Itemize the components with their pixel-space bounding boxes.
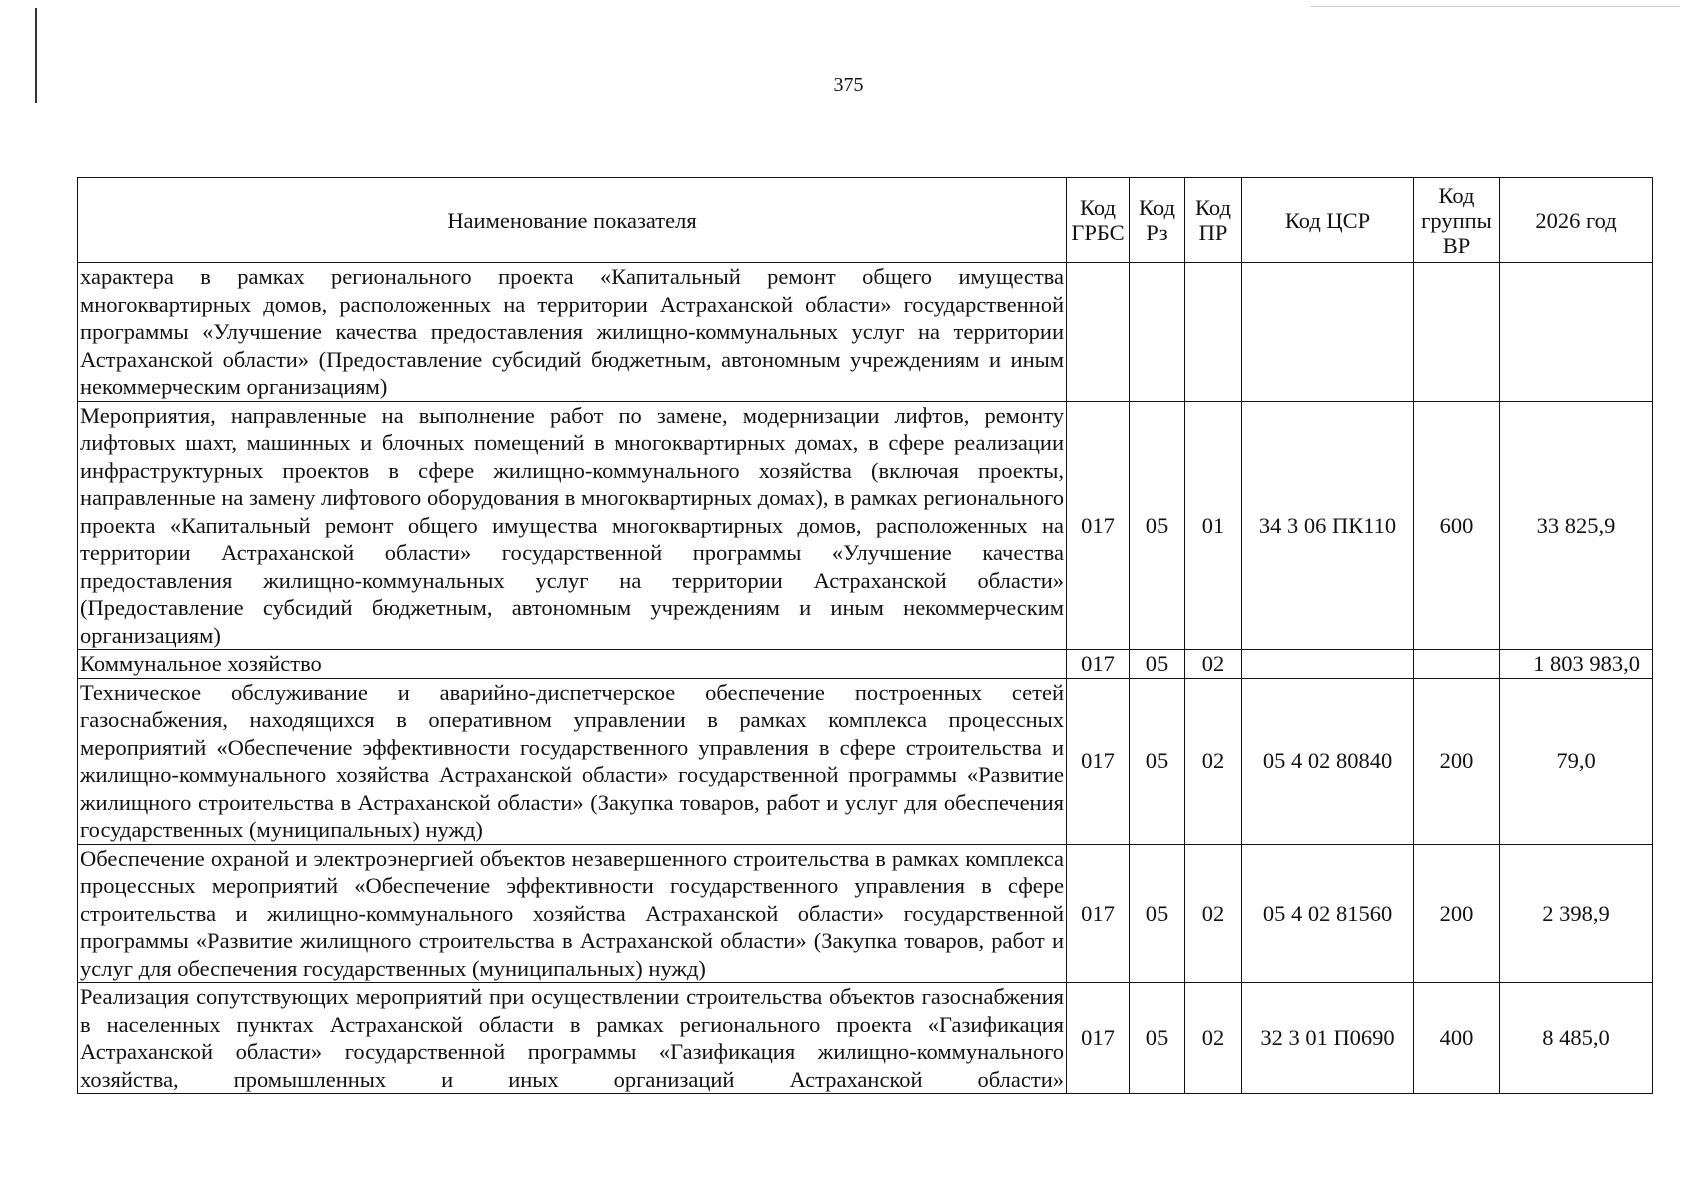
row-csr: 05 4 02 80840	[1242, 678, 1414, 844]
row-vr: 200	[1414, 844, 1500, 983]
header-csr: Код ЦСР	[1242, 178, 1414, 263]
row-amount: 1 803 983,0	[1500, 650, 1653, 679]
row-csr: 34 3 06 ПК110	[1242, 401, 1414, 650]
table-row	[78, 401, 1653, 650]
table-row	[78, 678, 1653, 844]
header-vr: Код группы ВР	[1414, 178, 1500, 263]
header-name: Наименование показателя	[78, 178, 1067, 263]
row-csr: 05 4 02 81560	[1242, 844, 1414, 983]
header-rz: Код Рз	[1130, 178, 1185, 263]
row-pr: 02	[1185, 983, 1242, 1094]
page-number: 375	[833, 74, 864, 96]
row-rz: 05	[1130, 650, 1185, 679]
row-pr	[1185, 263, 1242, 402]
row-rz: 05	[1130, 678, 1185, 844]
header-grbs: Код ГРБС	[1067, 178, 1130, 263]
row-pr: 02	[1185, 844, 1242, 983]
row-name: характера в рамках регионального проекта «Капитальный ремонт общего имущества многоквартирных домов, расположенных на территории Астраханской области» государственной программы «Улучшение качества предоставления жилищно-коммунальных услуг на территории Астраханской области» (Предоставление субсидий бюджетным, автономным учреждениям и иным некоммерческим организациям)	[78, 263, 1067, 402]
scan-top-line	[1310, 6, 1680, 7]
budget-table	[77, 177, 1653, 1094]
row-rz: 05	[1130, 983, 1185, 1094]
row-rz	[1130, 263, 1185, 402]
table-row	[78, 983, 1653, 1094]
row-grbs: 017	[1067, 844, 1130, 983]
row-pr: 02	[1185, 650, 1242, 679]
row-pr: 01	[1185, 401, 1242, 650]
row-csr	[1242, 650, 1414, 679]
table-row	[78, 263, 1653, 402]
row-vr: 200	[1414, 678, 1500, 844]
row-grbs	[1067, 263, 1130, 402]
header-pr: Код ПР	[1185, 178, 1242, 263]
row-amount: 2 398,9	[1500, 844, 1653, 983]
row-amount: 33 825,9	[1500, 401, 1653, 650]
row-csr	[1242, 263, 1414, 402]
row-grbs: 017	[1067, 650, 1130, 679]
row-name: Мероприятия, направленные на выполнение работ по замене, модернизации лифтов, ремонту лифтовых шахт, машинных и блочных помещений в многоквартирных домах, в сфере реализации инфраструктурных проектов в сфере жилищно-коммунального хозяйства (включая проекты, направленные на замену лифтового оборудования в многоквартирных домах), в рамках регионального проекта «Капитальный ремонт общего имущества многоквартирных домов, расположенных на территории Астраханской области» государственной программы «Улучшение качества предоставления жилищно-коммунальных услуг на территории Астраханской области» (Предоставление субсидий бюджетным, автономным учреждениям и иным некоммерческим организациям)	[78, 401, 1067, 650]
table-row	[78, 650, 1653, 679]
row-amount: 79,0	[1500, 678, 1653, 844]
row-rz: 05	[1130, 401, 1185, 650]
row-rz: 05	[1130, 844, 1185, 983]
row-grbs: 017	[1067, 401, 1130, 650]
row-name: Обеспечение охраной и электроэнергией объектов незавершенного строительства в рамках комплекса процессных мероприятий «Обеспечение эффективности государственного управления в сфере строительства и жилищно-коммунального хозяйства Астраханской области» государственной программы «Развитие жилищного строительства в Астраханской области» (Закупка товаров, работ и услуг для обеспечения государственных (муниципальных) нужд)	[78, 844, 1067, 983]
row-vr: 600	[1414, 401, 1500, 650]
row-vr	[1414, 650, 1500, 679]
row-amount	[1500, 263, 1653, 402]
row-name: Реализация сопутствующих мероприятий при осуществлении строительства объектов газоснабжения в населенных пунктах Астраханской области в рамках регионального проекта «Газификация Астраханской области» государственной программы «Газификация жилищно-коммунального хозяйства, промышленных и иных организаций Астраханской области»	[78, 983, 1067, 1094]
table-row	[78, 844, 1653, 983]
row-vr	[1414, 263, 1500, 402]
row-name: Техническое обслуживание и аварийно-диспетчерское обеспечение построенных сетей газоснабжения, находящихся в оперативном управлении в рамках комплекса процессных мероприятий «Обеспечение эффективности государственного управления в сфере строительства и жилищно-коммунального хозяйства Астраханской области» государственной программы «Развитие жилищного строительства в Астраханской области» (Закупка товаров, работ и услуг для обеспечения государственных (муниципальных) нужд)	[78, 678, 1067, 844]
row-grbs: 017	[1067, 678, 1130, 844]
header-year: 2026 год	[1500, 178, 1653, 263]
row-csr: 32 3 01 П0690	[1242, 983, 1414, 1094]
row-grbs: 017	[1067, 983, 1130, 1094]
row-amount: 8 485,0	[1500, 983, 1653, 1094]
row-pr: 02	[1185, 678, 1242, 844]
table-header-row	[78, 178, 1653, 263]
row-vr: 400	[1414, 983, 1500, 1094]
row-name: Коммунальное хозяйство	[78, 650, 1067, 679]
